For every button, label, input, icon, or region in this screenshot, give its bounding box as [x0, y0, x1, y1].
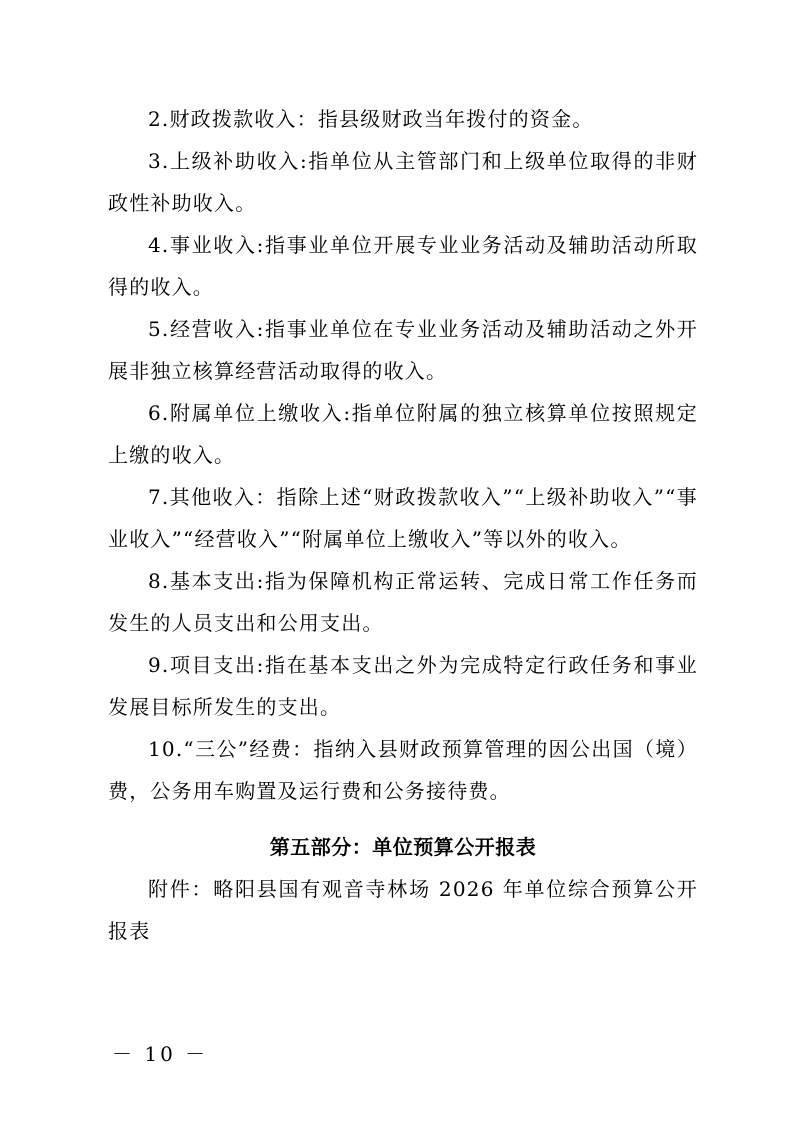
paragraph-text: 6.附属单位上缴收入:指单位附属的独立核算单位按照规定上缴的收入。 [108, 401, 698, 467]
page-number: － 10 － [112, 1042, 209, 1066]
paragraph-text: 5.经营收入:指事业单位在专业业务活动及辅助活动之外开展非独立核算经营活动取得的收入。 [108, 317, 698, 383]
paragraph-8 [108, 560, 698, 644]
attachment-note [108, 868, 698, 952]
paragraph-3 [108, 140, 698, 224]
paragraph-6 [108, 392, 698, 476]
paragraph-text: 2.财政拨款收入：指县级财政当年拨付的资金。 [148, 107, 594, 131]
paragraph-5 [108, 308, 698, 392]
paragraph-10 [108, 728, 698, 812]
paragraph-text: 9.项目支出:指在基本支出之外为完成特定行政任务和事业发展目标所发生的支出。 [108, 653, 698, 719]
paragraph-text: 7.其他收入：指除上述“财政拨款收入”“上级补助收入”“事业收入”“经营收入”“附属单位上缴收入”等以外的收入。 [108, 485, 698, 551]
paragraph-text: 4.事业收入:指事业单位开展专业业务活动及辅助活动所取得的收入。 [108, 233, 698, 299]
paragraph-text: 8.基本支出:指为保障机构正常运转、完成日常工作任务而发生的人员支出和公用支出。 [108, 569, 698, 635]
attachment-text: 附件：略阳县国有观音寺林场 2026 年单位综合预算公开报表 [108, 877, 698, 943]
paragraph-7 [108, 476, 698, 560]
section-heading: 第五部分：单位预算公开报表 [269, 835, 537, 859]
paragraph-text: 3.上级补助收入:指单位从主管部门和上级单位取得的非财政性补助收入。 [108, 149, 698, 215]
paragraph-4 [108, 224, 698, 308]
paragraph-9 [108, 644, 698, 728]
paragraph-text: 10.“三公”经费：指纳入县财政预算管理的因公出国（境）费，公务用车购置及运行费和公务接待费。 [108, 737, 698, 803]
paragraph-2 [108, 98, 698, 140]
